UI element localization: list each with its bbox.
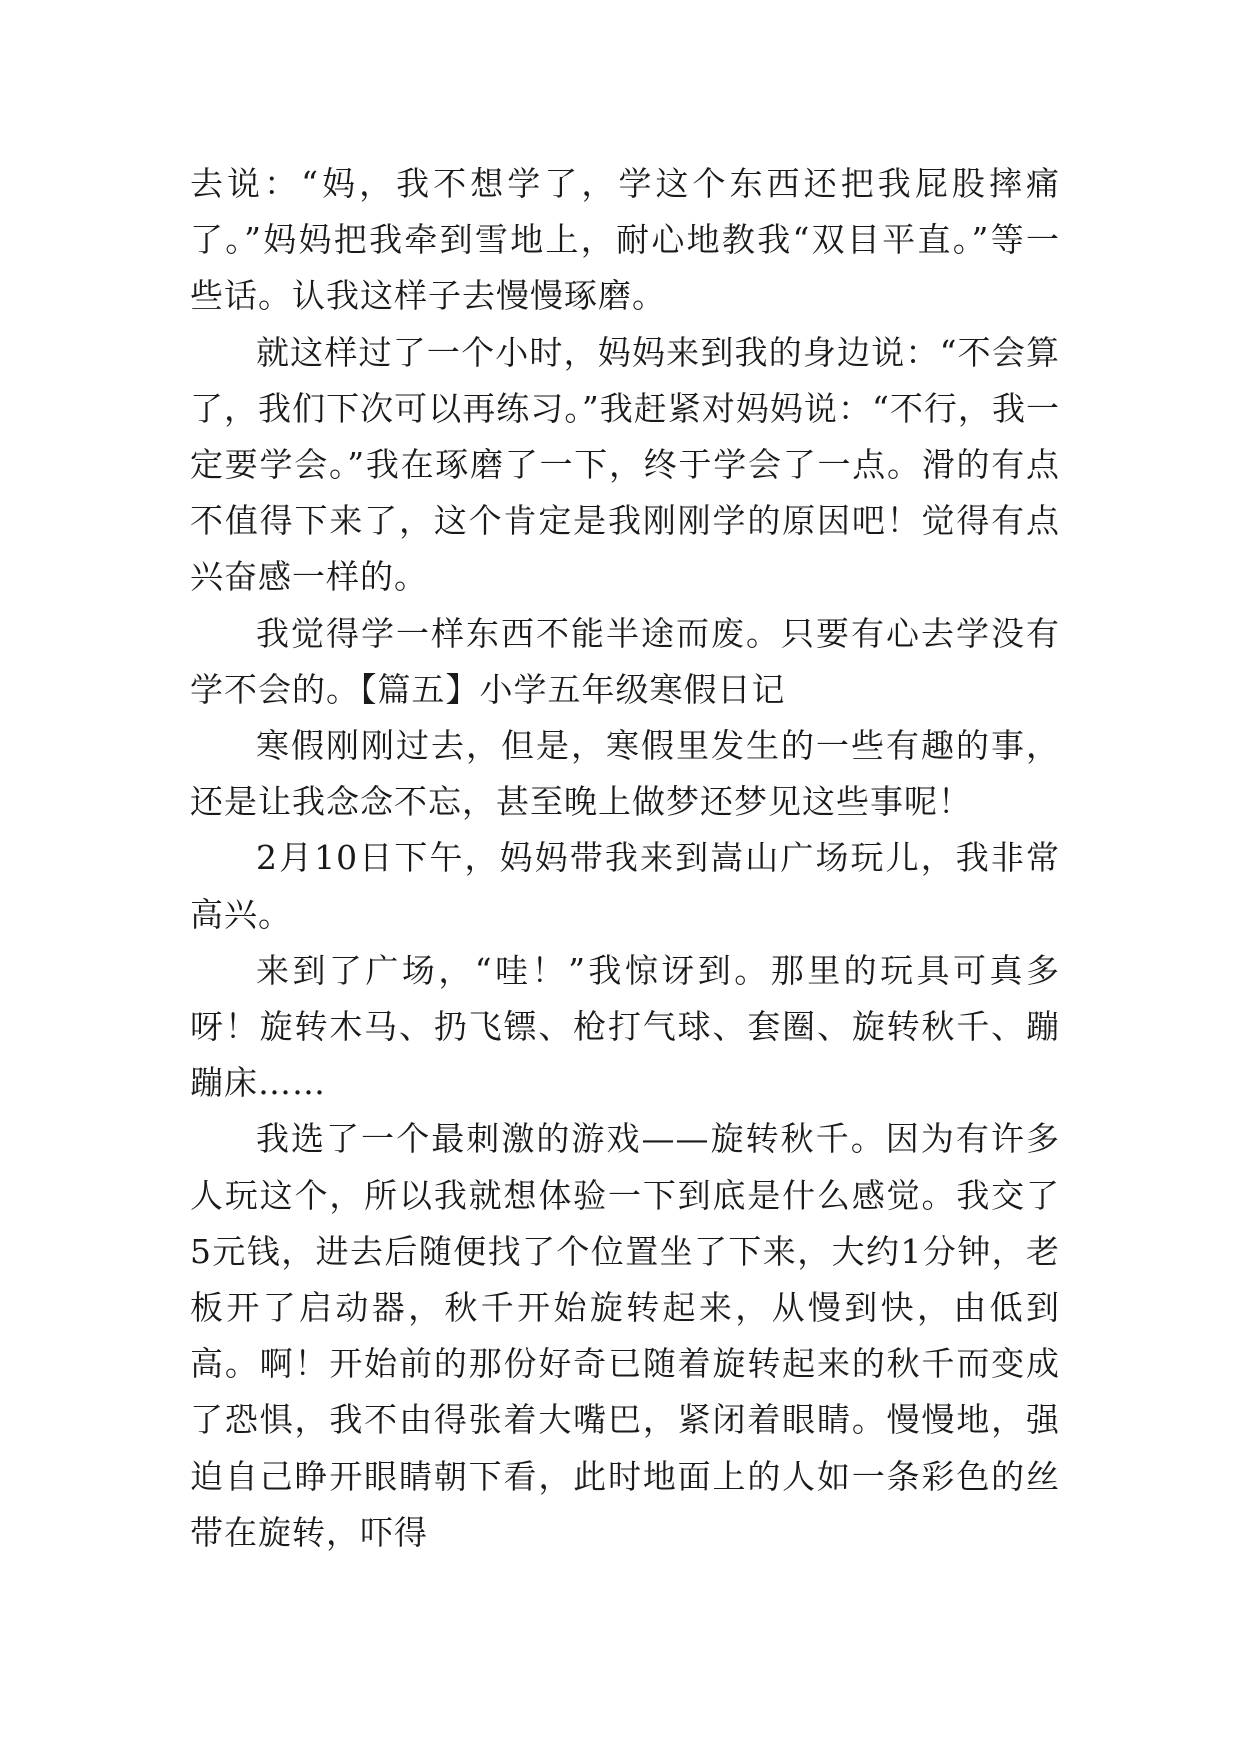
document-body: [190, 156, 1060, 1561]
paragraph-5: 2月10日下午，妈妈带我来到嵩山广场玩儿，我非常高兴。: [190, 838, 1060, 934]
paragraph-3: 我觉得学一样东西不能半途而废。只要有心去学没有学不会的。【篇五】小学五年级寒假日记: [190, 613, 1060, 709]
paragraph-6: 来到了广场，“哇！”我惊讶到。那里的玩具可真多呀！旋转木马、扔飞镖、枪打气球、套圈、旋转秋千、蹦蹦床……: [190, 950, 1060, 1103]
paragraph-1: 去说：“妈，我不想学了，学这个东西还把我屁股摔痛了。”妈妈把我牵到雪地上，耐心地教我“双目平直。”等一些话。认我这样子去慢慢琢磨。: [190, 164, 1060, 316]
paragraph-7: 我选了一个最刺激的游戏——旋转秋千。因为有许多人玩这个，所以我就想体验一下到底是什么感觉。我交了5元钱，进去后随便找了个位置坐了下来，大约1分钟，老板开了启动器，秋千开始旋转起来，从慢到快，由低到高。啊！开始前的那份好奇已随着旋转起来的秋千而变成了恐惧，我不由得张着大嘴巴，紧闭着眼睛。慢慢地，强迫自己睁开眼睛朝下看，此时地面上的人如一条彩色的丝带在旋转，吓得: [190, 1119, 1060, 1552]
paragraph-4: 寒假刚刚过去，但是，寒假里发生的一些有趣的事，还是让我念念不忘，甚至晚上做梦还梦见这些事呢！: [190, 726, 1060, 822]
paragraph-2: 就这样过了一个小时，妈妈来到我的身边说：“不会算了，我们下次可以再练习。”我赶紧对妈妈说：“不行，我一定要学会。”我在琢磨了一下，终于学会了一点。滑的有点不值得下来了，这个肯定是我刚刚学的原因吧！觉得有点兴奋感一样的。: [190, 332, 1060, 597]
